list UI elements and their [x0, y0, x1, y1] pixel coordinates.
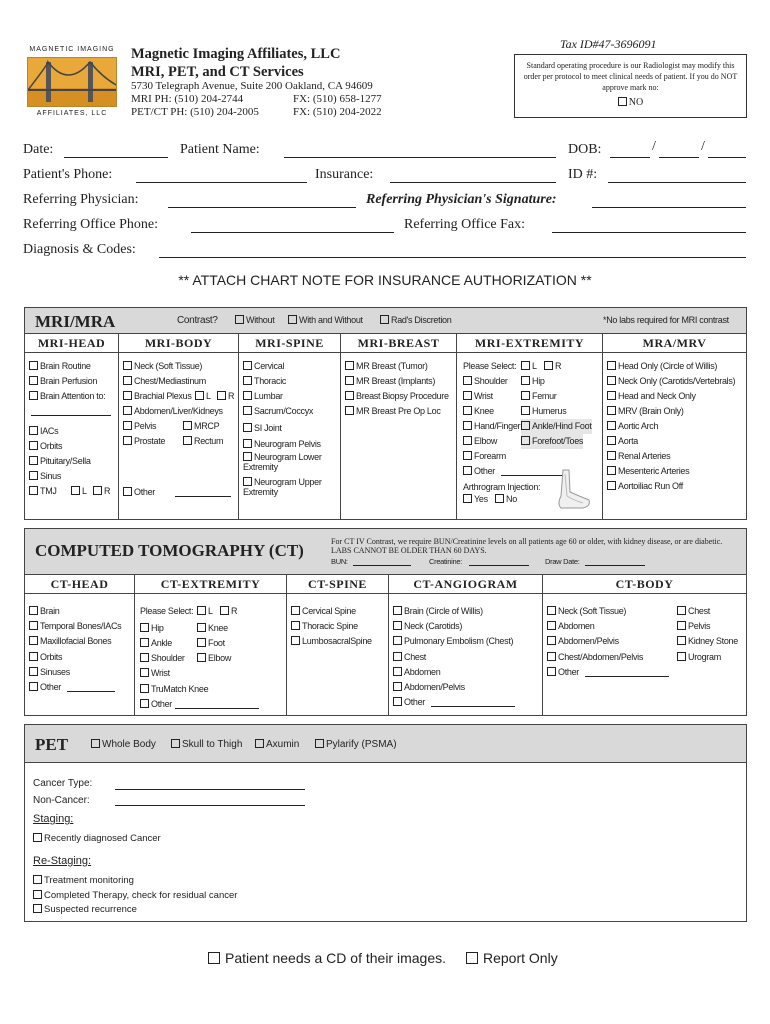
ct-ext-other[interactable]: Other	[140, 697, 172, 712]
protocol-note-text: Standard operating procedure is our Radiologist may modify this order per protocol to meet clinical needs of patient. If you do NOT approve mark no:	[523, 61, 738, 92]
logo-bridge-image	[27, 57, 117, 107]
id-field[interactable]	[608, 182, 746, 183]
mri-chest-mediastinum[interactable]: Chest/Mediastinum	[123, 374, 206, 389]
mra-aortic-arch[interactable]: Aortic Arch	[607, 419, 658, 434]
restaging-treatment-monitoring[interactable]: Treatment monitoring	[33, 875, 134, 886]
mri-brachial-plexus[interactable]: Brachial Plexus	[123, 389, 192, 404]
mri-pituitary-sella[interactable]: Pituitary/Sella	[29, 454, 91, 469]
cta-neck[interactable]: Neck (Carotids)	[393, 619, 462, 634]
mri-ext-shoulder[interactable]: Shoulder	[463, 374, 508, 389]
ct-title: COMPUTED TOMOGRAPHY (CT)	[35, 541, 304, 560]
contrast-rads-label: Rad's Discretion	[391, 315, 452, 325]
contrast-without[interactable]	[235, 315, 274, 325]
mri-ext-right[interactable]: R	[544, 359, 561, 374]
mri-breast-preop-loc[interactable]: MR Breast Pre Op Loc	[345, 404, 441, 419]
mri-mrcp[interactable]: MRCP	[183, 419, 219, 434]
pet-skull-to-thigh[interactable]: Skull to Thigh	[171, 739, 242, 750]
contrast-rads-discretion[interactable]	[380, 315, 451, 325]
ct-spine-column-header: CT-SPINE	[287, 575, 389, 594]
mri-body-other-field[interactable]	[175, 496, 231, 497]
draw-date-label: Draw Date:	[545, 557, 580, 566]
mri-ext-elbow[interactable]: Elbow	[463, 434, 497, 449]
patient-name-label: Patient Name:	[180, 142, 260, 157]
mri-body-other[interactable]: Other	[123, 485, 155, 500]
mri-pelvis[interactable]: Pelvis	[123, 419, 156, 434]
ct-orbits[interactable]: Orbits	[29, 650, 62, 665]
company-services: MRI, PET, and CT Services	[131, 64, 304, 80]
ct-ext-left[interactable]: L	[197, 604, 213, 619]
arthrogram-yes[interactable]: Yes	[463, 492, 488, 507]
ct-sinuses[interactable]: Sinuses	[29, 665, 70, 680]
mrv-brain-only[interactable]: MRV (Brain Only)	[607, 404, 684, 419]
arthrogram-no[interactable]: No	[495, 492, 517, 507]
draw-date-field[interactable]	[585, 565, 645, 566]
tax-id: Tax ID#47-3696091	[560, 37, 657, 51]
ct-brain[interactable]: Brain	[29, 604, 60, 619]
pet-section	[24, 724, 747, 922]
ct-ext-right[interactable]: R	[220, 604, 237, 619]
ct-ext-hip[interactable]: Hip	[140, 621, 164, 636]
mra-mrv-column-header: MRA/MRV	[603, 334, 746, 353]
dob-slash-2: /	[701, 139, 705, 154]
report-only-option[interactable]	[466, 950, 558, 966]
mri-neurogram-lower[interactable]: Neurogram Lower Extremity	[243, 452, 322, 472]
referring-physician-field[interactable]	[168, 207, 356, 208]
cancer-type-label: Cancer Type:	[33, 778, 93, 789]
mra-aortoiliac-runoff[interactable]: Aortoiliac Run Off	[607, 479, 683, 494]
mri-fax: FX: (510) 658-1277	[293, 93, 382, 105]
ct-ext-ankle[interactable]: Ankle	[140, 636, 172, 651]
mri-ext-other[interactable]: Other	[463, 464, 495, 479]
mri-si-joint[interactable]: SI Joint	[243, 421, 282, 436]
ct-ext-please-select: Please Select:	[140, 606, 194, 616]
ct-body-other[interactable]: Other	[547, 665, 579, 680]
mri-neck-soft-tissue[interactable]: Neck (Soft Tissue)	[123, 359, 202, 374]
mri-breast-column-header: MRI-BREAST	[341, 334, 457, 353]
mri-brain-routine[interactable]: Brain Routine	[29, 359, 91, 374]
mri-ext-femur[interactable]: Femur	[521, 389, 557, 404]
mri-section	[24, 307, 747, 520]
mri-head-column-header: MRI-HEAD	[25, 334, 119, 353]
ct-kidney-stone[interactable]: Kidney Stone	[677, 634, 738, 649]
mri-ext-forearm[interactable]: Forearm	[463, 449, 506, 464]
mri-tmj-right[interactable]: R	[93, 484, 110, 499]
referring-office-phone-field[interactable]	[191, 232, 394, 233]
ct-head-column-header: CT-HEAD	[25, 575, 135, 594]
no-label: NO	[628, 97, 644, 108]
mri-neurogram-pelvis[interactable]: Neurogram Pelvis	[243, 437, 321, 452]
ct-ext-other-field[interactable]	[175, 708, 259, 709]
mra-renal-arteries[interactable]: Renal Arteries	[607, 449, 670, 464]
id-label: ID #:	[568, 167, 598, 182]
referring-office-fax-label: Referring Office Fax:	[404, 217, 526, 232]
logo-bottom-text: AFFILIATES, LLC	[36, 110, 108, 117]
ct-extremity-column-header: CT-EXTREMITY	[135, 575, 287, 594]
pet-pylarify[interactable]: Pylarify (PSMA)	[315, 739, 397, 750]
mri-sinus[interactable]: Sinus	[29, 469, 61, 484]
referring-signature-label: Referring Physician's Signature:	[366, 192, 557, 207]
staging-heading: Staging:	[33, 813, 74, 825]
mri-ext-knee[interactable]: Knee	[463, 404, 494, 419]
mra-neck-only[interactable]: Neck Only (Carotids/Vertebrals)	[607, 374, 735, 389]
mra-aorta[interactable]: Aorta	[607, 434, 638, 449]
ct-neck-soft-tissue[interactable]: Neck (Soft Tissue)	[547, 604, 626, 619]
dob-month-field[interactable]	[610, 157, 650, 158]
petct-fax: FX: (510) 204-2022	[293, 106, 382, 118]
insurance-field[interactable]	[390, 182, 556, 183]
non-cancer-field[interactable]	[115, 805, 305, 806]
pet-axumin[interactable]: Axumin	[255, 739, 299, 750]
foot-illustration-icon	[553, 466, 593, 512]
mri-brain-attention[interactable]: Brain Attention to:	[29, 389, 105, 404]
contrast-label: Contrast?	[177, 315, 218, 326]
pet-whole-body[interactable]: Whole Body	[91, 739, 156, 750]
diagnosis-label: Diagnosis & Codes:	[23, 242, 136, 257]
mra-head-only[interactable]: Head Only (Circle of Willis)	[607, 359, 717, 374]
no-approve-checkbox[interactable]	[521, 97, 740, 108]
petct-phone: PET/CT PH: (510) 204-2005	[131, 106, 259, 118]
cta-chest[interactable]: Chest	[393, 650, 426, 665]
mri-brain-attention-field[interactable]	[31, 415, 111, 416]
mri-ext-please-select: Please Select:	[463, 361, 517, 371]
mri-neurogram-upper[interactable]: Neurogram Upper Extremity	[243, 477, 322, 497]
mri-orbits[interactable]: Orbits	[29, 439, 62, 454]
date-label: Date:	[23, 142, 54, 157]
mri-ext-forefoot-toes[interactable]: Forefoot/Toes	[521, 434, 583, 449]
mri-abdomen-liver-kidneys[interactable]: Abdomen/Liver/Kidneys	[123, 404, 223, 419]
referring-office-phone-label: Referring Office Phone:	[23, 217, 159, 232]
mri-ext-ankle-hindfoot[interactable]: Ankle/Hind Foot	[521, 419, 592, 434]
ct-head-other-field[interactable]	[67, 691, 115, 692]
ct-ext-knee[interactable]: Knee	[197, 621, 228, 636]
mri-rectum[interactable]: Rectum	[183, 434, 223, 449]
company-title: Magnetic Imaging Affiliates, LLC	[131, 46, 341, 62]
company-address-block	[131, 80, 382, 119]
ct-chest-abdomen-pelvis[interactable]: Chest/Abdomen/Pelvis	[547, 650, 643, 665]
patient-phone-field[interactable]	[136, 182, 307, 183]
mri-breast-implants[interactable]: MR Breast (Implants)	[345, 374, 435, 389]
ct-temporal-bones[interactable]: Temporal Bones/IACs	[29, 619, 121, 634]
ct-contrast-note: For CT IV Contrast, we require BUN/Creatinine levels on all patients age 60 or older, with kidney disease, or are diabetic. LABS CANNOT BE OLDER THAN 60 DAYS.	[331, 537, 723, 555]
staging-recently-diagnosed[interactable]: Recently diagnosed Cancer	[33, 833, 161, 844]
ct-angiogram-column-header: CT-ANGIOGRAM	[389, 575, 543, 594]
logo-top-text: MAGNETIC IMAGING	[29, 46, 115, 53]
ct-body-other-field[interactable]	[585, 676, 669, 677]
mri-tmj[interactable]: TMJ	[29, 484, 57, 499]
ct-abdomen-pelvis[interactable]: Abdomen/Pelvis	[547, 634, 619, 649]
mri-ext-hip[interactable]: Hip	[521, 374, 545, 389]
mri-body-column-header: MRI-BODY	[119, 334, 239, 353]
mri-breast-biopsy[interactable]: Breast Biopsy Procedure	[345, 389, 449, 404]
cta-other[interactable]: Other	[393, 695, 425, 710]
mri-ext-humerus[interactable]: Humerus	[521, 404, 566, 419]
mri-brain-perfusion[interactable]: Brain Perfusion	[29, 374, 97, 389]
ct-ext-wrist[interactable]: Wrist	[140, 666, 170, 681]
mri-prostate[interactable]: Prostate	[123, 434, 165, 449]
non-cancer-label: Non-Cancer:	[33, 795, 90, 806]
date-field[interactable]	[64, 157, 168, 158]
patient-phone-label: Patient's Phone:	[23, 167, 113, 182]
protocol-note-box	[514, 54, 747, 118]
dob-year-field[interactable]	[708, 157, 746, 158]
ct-ext-elbow[interactable]: Elbow	[197, 651, 231, 666]
mri-ext-wrist[interactable]: Wrist	[463, 389, 493, 404]
mri-thoracic[interactable]: Thoracic	[243, 374, 286, 389]
cancer-type-field[interactable]	[115, 789, 305, 790]
report-only-label: Report Only	[483, 950, 558, 966]
referring-physician-label: Referring Physician:	[23, 192, 139, 207]
contrast-with-without[interactable]	[288, 315, 363, 325]
mri-phone: MRI PH: (510) 204-2744	[131, 93, 244, 105]
pet-title: PET	[35, 735, 69, 754]
insurance-label: Insurance:	[315, 167, 374, 182]
no-labs-note: *No labs required for MRI contrast	[603, 315, 729, 325]
ct-section	[24, 528, 747, 716]
ct-pelvis[interactable]: Pelvis	[677, 619, 710, 634]
cd-request-label: Patient needs a CD of their images.	[225, 950, 447, 966]
restaging-completed-therapy[interactable]: Completed Therapy, check for residual cancer	[33, 890, 237, 901]
ct-thoracic-spine[interactable]: Thoracic Spine	[291, 619, 358, 634]
bun-field[interactable]	[353, 565, 411, 566]
cd-request-option[interactable]	[208, 950, 446, 966]
ct-body-column-header: CT-BODY	[543, 575, 746, 594]
arthrogram-injection-label: Arthrogram Injection:	[463, 482, 541, 492]
ct-cervical-spine[interactable]: Cervical Spine	[291, 604, 356, 619]
cta-other-field[interactable]	[431, 706, 515, 707]
mri-breast-tumor[interactable]: MR Breast (Tumor)	[345, 359, 428, 374]
referring-office-fax-field[interactable]	[552, 232, 746, 233]
mri-title: MRI/MRA	[35, 312, 116, 331]
cta-abdomen-pelvis[interactable]: Abdomen/Pelvis	[393, 680, 465, 695]
ct-chest[interactable]: Chest	[677, 604, 710, 619]
mri-ext-hand-finger[interactable]: Hand/Finger	[463, 419, 520, 434]
contrast-with-without-label: With and Without	[299, 315, 363, 325]
dob-slash-1: /	[652, 139, 656, 154]
restaging-suspected-recurrence[interactable]: Suspected recurrence	[33, 904, 137, 915]
mri-brachial-left[interactable]: L	[195, 389, 211, 404]
cta-pulmonary-embolism[interactable]: Pulmonary Embolism (Chest)	[393, 634, 513, 649]
ct-abdomen[interactable]: Abdomen	[547, 619, 594, 634]
attach-chart-note: ** ATTACH CHART NOTE FOR INSURANCE AUTHORIZATION **	[178, 272, 592, 288]
mri-ext-left[interactable]: L	[521, 359, 537, 374]
mri-iacs[interactable]: IACs	[29, 424, 58, 439]
mri-lumbar[interactable]: Lumbar	[243, 389, 283, 404]
mra-mesenteric-arteries[interactable]: Mesenteric Arteries	[607, 464, 689, 479]
mri-cervical[interactable]: Cervical	[243, 359, 284, 374]
ct-ext-trumatch-knee[interactable]: TruMatch Knee	[140, 682, 208, 697]
restaging-heading: Re-Staging:	[33, 855, 92, 867]
ct-ext-foot[interactable]: Foot	[197, 636, 225, 651]
creatinine-field[interactable]	[469, 565, 529, 566]
referring-signature-field[interactable]	[592, 207, 746, 208]
diagnosis-field[interactable]	[159, 257, 746, 258]
cta-abdomen[interactable]: Abdomen	[393, 665, 440, 680]
dob-day-field[interactable]	[659, 157, 699, 158]
mri-sacrum-coccyx[interactable]: Sacrum/Coccyx	[243, 404, 313, 419]
ct-ext-shoulder[interactable]: Shoulder	[140, 651, 185, 666]
company-name	[131, 45, 340, 81]
company-address: 5730 Telegraph Avenue, Suite 200 Oakland, CA 94609	[131, 80, 373, 92]
ct-maxillofacial[interactable]: Maxillofacial Bones	[29, 634, 111, 649]
creatinine-label: Creatinine:	[429, 557, 462, 566]
contrast-without-label: Without	[246, 315, 275, 325]
patient-name-field[interactable]	[284, 157, 556, 158]
ct-head-other[interactable]: Other	[29, 680, 61, 695]
mra-head-and-neck[interactable]: Head and Neck Only	[607, 389, 696, 404]
cta-brain[interactable]: Brain (Circle of Willis)	[393, 604, 483, 619]
mri-tmj-left[interactable]: L	[71, 484, 87, 499]
ct-lumbosacral-spine[interactable]: LumbosacralSpine	[291, 634, 372, 649]
dob-label: DOB:	[568, 142, 602, 157]
mri-brachial-right[interactable]: R	[217, 389, 234, 404]
mri-extremity-column-header: MRI-EXTREMITY	[457, 334, 603, 353]
mri-spine-column-header: MRI-SPINE	[239, 334, 341, 353]
bun-label: BUN:	[331, 557, 348, 566]
ct-urogram[interactable]: Urogram	[677, 650, 721, 665]
